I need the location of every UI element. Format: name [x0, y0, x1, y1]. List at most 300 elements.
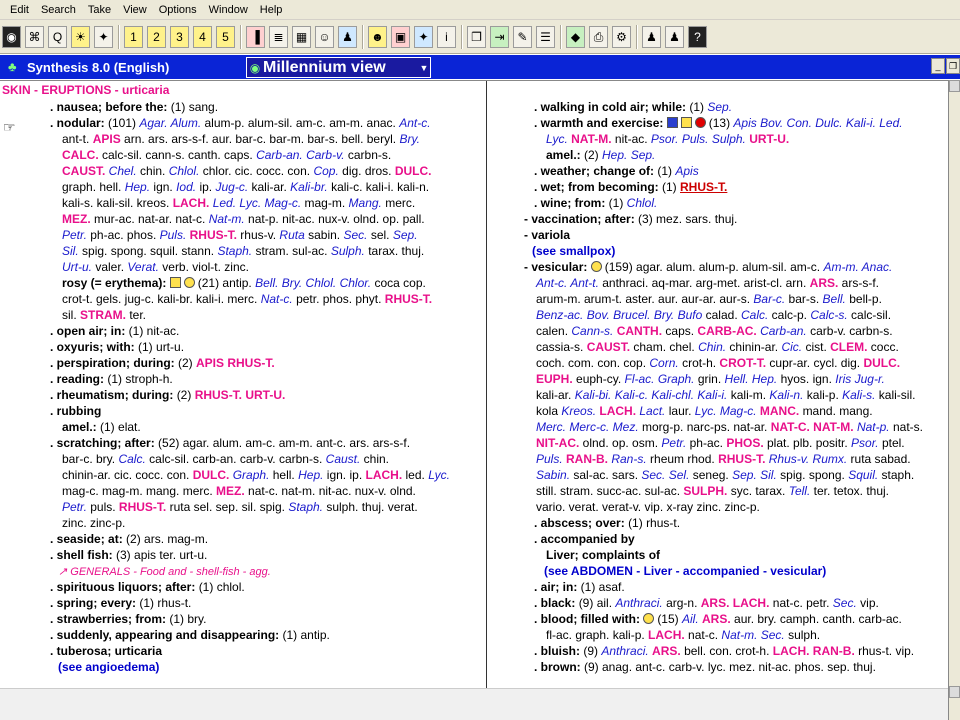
people-icon[interactable]: ♟ — [642, 26, 661, 48]
remedy-grade-3: RAN-B. — [566, 452, 612, 466]
rubric-line[interactable] — [62, 179, 429, 195]
grid-icon[interactable]: ▦ — [292, 26, 311, 48]
remedy-text: nat-s. — [892, 420, 923, 434]
rubric-line[interactable] — [62, 243, 424, 259]
remedy-grade-2: Petr. — [62, 500, 91, 514]
info-icon[interactable]: i — [437, 26, 456, 48]
rubric-label: . spring; every: — [50, 596, 140, 610]
remedy-grade-3: DULC. — [192, 468, 233, 482]
rubric-line[interactable] — [62, 195, 415, 211]
settings-icon[interactable]: ⚙ — [612, 26, 631, 48]
rubric-line[interactable] — [50, 595, 191, 611]
rubric-line[interactable] — [544, 563, 826, 579]
remedy-grade-2: Chlol. — [626, 196, 658, 210]
rubric-line[interactable] — [62, 419, 141, 435]
toolbar-separator — [461, 25, 463, 49]
remedy-text: rhus-t. vip. — [858, 644, 915, 658]
rubric-line[interactable] — [534, 659, 876, 675]
remedy-grade-2: Sec. — [832, 596, 861, 610]
toolbar-separator — [636, 25, 638, 49]
remedy-text: cist. — [805, 340, 831, 354]
remedy-text: (1) sang. — [170, 100, 219, 114]
remedy-text: (1) — [608, 196, 627, 210]
rubric-line[interactable] — [50, 627, 330, 643]
compass-icon[interactable]: ✦ — [414, 26, 433, 48]
remedy-grade-3: MEZ. — [216, 484, 249, 498]
remedy-grade-2: Ant-c. — [399, 116, 431, 130]
rubric-label: . walking in cold air; while: — [534, 100, 690, 114]
scroll-up-button[interactable] — [949, 80, 960, 92]
rubric-line[interactable] — [62, 227, 418, 243]
rubric-line[interactable] — [534, 195, 657, 211]
rubric-line[interactable] — [536, 467, 914, 483]
lightbulb-icon[interactable]: ☀ — [71, 26, 90, 48]
remedy-grade-2: Hep. — [298, 468, 327, 482]
clipboard-4-icon[interactable]: 4 — [193, 26, 212, 48]
rubric-line[interactable] — [62, 259, 249, 275]
remedy-text: tarax. thuj. — [368, 244, 425, 258]
remedy-text: caps. — [665, 324, 698, 338]
remedy-text: ph-ac. phos. — [90, 228, 160, 242]
scroll-down-button[interactable] — [949, 686, 960, 698]
remedy-text: nit-ac. — [614, 132, 651, 146]
remedy-grade-3: NAT-C. NAT-M. — [770, 420, 857, 434]
remedy-text: alum-p. alum-sil. am-c. am-m. anac. — [204, 116, 400, 130]
rubric-line[interactable] — [536, 451, 911, 467]
remedy-text: spig. spong. squil. stann. — [82, 244, 218, 258]
remedy-grade-3: ARS. — [809, 276, 842, 290]
remedy-grade-2: Staph. — [288, 500, 327, 514]
rubric-line[interactable] — [524, 211, 737, 227]
remedy-text: (2) — [178, 356, 196, 370]
remedy-text: seneg. — [692, 468, 733, 482]
remedy-text: kali-c. kali-i. kali-n. — [331, 180, 430, 194]
remedy-grade-2: Bar-c. — [753, 292, 789, 306]
remedy-grade-3: NAT-M. — [571, 132, 615, 146]
remedy-grade-2: Apis — [675, 164, 699, 178]
copy-icon[interactable]: ❐ — [467, 26, 486, 48]
remedy-list-icon[interactable]: ≣ — [269, 26, 288, 48]
clipboard-2-icon[interactable]: 2 — [147, 26, 166, 48]
remedy-text: euph-cy. — [576, 372, 625, 386]
remedy-text: sel. — [370, 228, 393, 242]
remedy-text: (2) — [176, 388, 195, 402]
rubric-label: . tuberosa; urticaria — [50, 644, 163, 658]
remedy-grade-2: Calc-s. — [810, 308, 852, 322]
remedy-text: (1) stroph-h. — [107, 372, 173, 386]
rubric-line[interactable] — [536, 483, 889, 499]
remedy-text: ip. — [199, 180, 216, 194]
shield-marker-icon — [667, 117, 678, 128]
rubric-label: . scratching; after: — [50, 436, 159, 450]
remedy-grade-2: Puls. — [159, 228, 190, 242]
remedy-text: bar-c. bry. — [62, 452, 119, 466]
toolbar-separator — [362, 25, 364, 49]
remedy-text: spig. spong. — [780, 468, 849, 482]
rubric-line[interactable] — [546, 547, 660, 563]
rubric-label: . open air; in: — [50, 324, 129, 338]
rubric-line[interactable] — [546, 147, 655, 163]
remedy-grade-2: Rhus-v. Rumx. — [768, 452, 851, 466]
network-icon[interactable]: ✦ — [94, 26, 113, 48]
remedy-text: (13) — [708, 116, 734, 130]
remedy-text: (1) — [662, 180, 681, 194]
remedy-text: (15) — [657, 612, 682, 626]
remedy-text: ter. — [129, 308, 147, 322]
remedy-grade-2: Ail. — [682, 612, 703, 626]
rubric-label: . weather; change of: — [534, 164, 658, 178]
remedy-text: (1) asaf. — [580, 580, 625, 594]
remedy-text: chinin-ar. — [729, 340, 782, 354]
remedy-text: (1) nit-ac. — [128, 324, 180, 338]
remedy-grade-2: Staph. — [217, 244, 256, 258]
lightbulb-icon — [643, 613, 654, 624]
rubric-line[interactable] — [50, 579, 245, 595]
remedy-text: bar-s. — [788, 292, 823, 306]
remedy-text: ph-ac. — [689, 436, 727, 450]
remedy-text: ant-t. — [62, 132, 93, 146]
rubric-line[interactable] — [546, 627, 820, 643]
remedy-text: hyos. ign. — [780, 372, 836, 386]
remedy-grade-2: Bry. — [399, 132, 420, 146]
remedy-text: calen. — [536, 324, 572, 338]
rubric-label: . wine; from: — [534, 196, 609, 210]
rubric-line[interactable] — [50, 323, 179, 339]
rubric-line[interactable] — [62, 515, 125, 531]
minimize-button[interactable]: _ — [931, 58, 945, 74]
rubric-line[interactable] — [534, 643, 914, 659]
rubric-line[interactable] — [534, 99, 732, 115]
rubric-line[interactable] — [534, 579, 625, 595]
rubric-line[interactable] — [534, 611, 902, 627]
remedy-text: nat-c. nat-m. nit-ac. nux-v. olnd. — [248, 484, 416, 498]
rubric-line[interactable] — [534, 179, 727, 195]
rubric-line[interactable] — [50, 611, 207, 627]
bar-chart-icon[interactable]: ▐ — [246, 26, 265, 48]
remedy-grade-3: ARS. — [702, 612, 735, 626]
export-icon[interactable]: ⇥ — [490, 26, 509, 48]
view-selector[interactable] — [246, 57, 431, 78]
rubric-line[interactable] — [536, 403, 873, 419]
symptom-markers — [643, 612, 657, 626]
rubric-label: - vaccination; after: — [524, 212, 639, 226]
rubric-line[interactable] — [532, 243, 615, 259]
see-reference-link[interactable]: (see smallpox) — [532, 244, 616, 258]
remedy-text: still. stram. succ-ac. sul-ac. — [536, 484, 684, 498]
rubric-label: - variola — [524, 228, 571, 242]
rubric-line[interactable] — [524, 227, 570, 243]
remedy-grade-3: LACH. — [365, 468, 406, 482]
lock-icon[interactable]: ▣ — [391, 26, 410, 48]
remedy-grade-3: NIT-AC. — [536, 436, 583, 450]
rubric-line[interactable] — [546, 131, 789, 147]
column-divider — [486, 81, 487, 689]
menu-item-view[interactable]: View — [123, 3, 147, 16]
remedy-text: coca cop. — [374, 276, 426, 290]
remedy-grade-2: Ant-c. Ant-t. — [536, 276, 603, 290]
remedy-text: chlor. cic. cocc. con. — [202, 164, 314, 178]
group-icon[interactable]: ☺ — [315, 26, 334, 48]
rubric-line[interactable] — [62, 275, 426, 291]
rubric-line[interactable] — [534, 515, 680, 531]
menu-item-take[interactable]: Take — [87, 3, 112, 16]
find-rubric-icon[interactable]: ⌘ — [25, 26, 44, 48]
remedy-text: calc-sil. — [851, 308, 892, 322]
rubric-line[interactable] — [62, 483, 416, 499]
rubric-line[interactable] — [50, 371, 173, 387]
rubric-line[interactable] — [524, 259, 892, 275]
remedy-grade-2: Anthraci. — [601, 644, 653, 658]
remedy-grade-2: Carb-an. Carb-v. — [256, 148, 348, 162]
remedy-text: kola — [536, 404, 562, 418]
remedy-text: vip. — [860, 596, 879, 610]
toolbar-separator — [118, 25, 120, 49]
see-reference-link[interactable]: (see angioedema) — [58, 660, 160, 674]
rubric-label: amel.: — [62, 420, 101, 434]
remedy-text: calc-p. — [771, 308, 811, 322]
binoculars-icon[interactable]: ◉ — [2, 26, 21, 48]
remedy-text: verb. viol-t. zinc. — [162, 260, 249, 274]
remedy-text: crot-h. — [682, 356, 720, 370]
remedy-text: sabin. — [308, 228, 344, 242]
rubric-line[interactable] — [62, 163, 432, 179]
remedy-text: ptel. — [881, 436, 905, 450]
remedy-grade-2: Caust. — [325, 452, 364, 466]
menu-item-search[interactable]: Search — [40, 3, 76, 16]
rubric-line[interactable] — [62, 147, 391, 163]
remedy-text: cassia-s. — [536, 340, 587, 354]
remedy-grade-2: Hep. Sep. — [602, 148, 656, 162]
remedy-grade-3: RHUS-T. — [384, 292, 433, 306]
rubric-label: . nausea; before the: — [50, 100, 171, 114]
menu-item-options[interactable]: Options — [158, 3, 197, 16]
search-icon[interactable]: Q — [48, 26, 67, 48]
rubric-label: . abscess; over: — [534, 516, 629, 530]
remedy-grade-2: Lyc. — [428, 468, 450, 482]
remedy-grade-2: Sec. Sel. — [641, 468, 693, 482]
remedy-text: calc-sil. carb-an. carb-v. carbn-s. — [149, 452, 326, 466]
symptom-markers — [170, 276, 198, 290]
remedy-grade-2: Chin. — [698, 340, 730, 354]
rubric-line[interactable] — [50, 339, 184, 355]
remedy-text: led. — [405, 468, 429, 482]
window-controls — [930, 58, 960, 74]
remedy-text: ars-s-f. — [841, 276, 880, 290]
rubric-label: . strawberries; from: — [50, 612, 170, 626]
rubric-label: . warmth and exercise: — [534, 116, 667, 130]
chevron-down-icon[interactable]: ▼ — [419, 62, 429, 73]
remedy-grade-3: STRAM. — [80, 308, 130, 322]
remedy-grade-3: CROT-T. — [719, 356, 770, 370]
menu-item-help[interactable]: Help — [259, 3, 283, 16]
remedy-text: staph. — [881, 468, 915, 482]
remedy-grade-3: RHUS-T. — [189, 228, 241, 242]
printer-icon[interactable]: ⎙ — [589, 26, 608, 48]
clipboard-1-icon[interactable]: 1 — [124, 26, 143, 48]
remedy-text: sal-ac. sars. — [573, 468, 642, 482]
remedy-grade-3: PHOS. — [726, 436, 767, 450]
remedy-text: (159) agar. alum. alum-p. alum-sil. am-c. — [604, 260, 824, 274]
menu-item-edit[interactable]: Edit — [10, 3, 29, 16]
rubric-line[interactable] — [536, 371, 885, 387]
pointer-hand-icon: ☞ — [3, 119, 16, 135]
remedy-grade-2: Calc. — [740, 308, 772, 322]
remedy-grade-3: EUPH. — [536, 372, 577, 386]
document-icon[interactable]: ☰ — [536, 26, 555, 48]
remedy-text: kali-sil. — [878, 388, 916, 402]
remedy-grade-2: Sil. — [62, 244, 83, 258]
remedy-link-underlined[interactable]: RHUS-T. — [680, 180, 728, 194]
remedy-grade-2: Bell. — [822, 292, 850, 306]
help-icon[interactable]: ? — [688, 26, 707, 48]
rubric-line[interactable] — [50, 115, 431, 131]
remedy-grade-3: DULC. — [863, 356, 901, 370]
remedy-text: nat-p. nit-ac. nux-v. olnd. op. pall. — [248, 212, 425, 226]
remedy-grade-2: Puls. — [536, 452, 567, 466]
rubric-line[interactable] — [534, 163, 699, 179]
rubric-line[interactable] — [536, 499, 760, 515]
lightbulb-icon — [591, 261, 602, 272]
menu-item-window[interactable]: Window — [208, 3, 248, 16]
rubric-line[interactable] — [62, 291, 432, 307]
rubric-label: . rheumatism; during: — [50, 388, 177, 402]
remedy-grade-3: SULPH. — [683, 484, 731, 498]
rubric-line[interactable] — [534, 595, 879, 611]
rubric-line[interactable] — [58, 563, 271, 580]
rubric-line[interactable] — [62, 499, 418, 515]
remedy-grade-2: Sep. — [392, 228, 418, 242]
rubric-label: . air; in: — [534, 580, 581, 594]
rubric-line[interactable] — [62, 131, 420, 147]
rubric-line[interactable] — [536, 323, 893, 339]
remedy-grade-2: Led. Lyc. Mag-c. — [212, 196, 305, 210]
remedy-grade-3: CLEM. — [830, 340, 871, 354]
remedy-grade-2: Ran-s. — [611, 452, 651, 466]
remedy-grade-2: Psor. — [851, 436, 882, 450]
rubric-line[interactable] — [62, 307, 146, 323]
remedy-grade-3: LACH. — [172, 196, 213, 210]
vertical-scrollbar[interactable] — [948, 80, 960, 720]
remedy-grade-2: Ruta — [279, 228, 309, 242]
remedy-text: cocc. — [870, 340, 899, 354]
remedy-grade-2: Hep. — [124, 180, 154, 194]
rubric-label: . accompanied by — [534, 532, 635, 546]
repertory-text-pane[interactable] — [0, 80, 948, 688]
rubric-label: . perspiration; during: — [50, 356, 178, 370]
remedy-grade-2: Chlol. — [168, 164, 203, 178]
document-title-bar — [0, 55, 960, 79]
remedy-grade-2: Carb-an. — [760, 324, 811, 338]
remedy-grade-3: LACH. — [648, 628, 689, 642]
rubric-line[interactable] — [536, 307, 891, 323]
remedy-grade-2: Kali-bi. Kali-c. Kali-chl. Kali-i. — [574, 388, 731, 402]
lightbulb-icon — [184, 277, 195, 288]
remedy-text: aur. bry. camph. canth. carb-ac. — [734, 612, 902, 626]
rubric-line[interactable] — [62, 467, 450, 483]
rubric-line[interactable] — [50, 643, 162, 659]
remedy-text: kali-p. — [806, 388, 843, 402]
rubric-line[interactable] — [50, 531, 208, 547]
rubric-line[interactable] — [50, 403, 101, 419]
rubric-label: . oxyuris; with: — [50, 340, 139, 354]
app-title: Synthesis 8.0 (English) — [27, 59, 170, 75]
rubric-line[interactable] — [536, 339, 899, 355]
remedy-text: (1) antip. — [282, 628, 330, 642]
rubric-line[interactable] — [536, 419, 923, 435]
remedy-text: (1) bry. — [169, 612, 207, 626]
remedy-text: chin. — [140, 164, 169, 178]
rubric-label: . black: — [534, 596, 579, 610]
rubric-line[interactable] — [536, 435, 905, 451]
see-reference-link[interactable]: (see ABDOMEN - Liver - accompanied - vesicular) — [544, 564, 827, 578]
remedy-text: valer. — [95, 260, 128, 274]
clipboard-3-icon[interactable]: 3 — [170, 26, 189, 48]
restore-button[interactable]: ❐ — [946, 58, 960, 74]
book-icon[interactable]: ◆ — [566, 26, 585, 48]
rubric-line[interactable] — [536, 355, 900, 371]
rubric-line[interactable] — [50, 99, 218, 115]
remedy-grade-2: Nat-m. Sec. — [721, 628, 789, 642]
remedy-text: ign. — [153, 180, 177, 194]
remedy-grade-2: Kreos. — [561, 404, 600, 418]
remedy-text: petr. phos. phyt. — [296, 292, 385, 306]
rubric-label: . bluish: — [534, 644, 584, 658]
rubric-line[interactable] — [50, 355, 275, 371]
remedy-text: kali-ar. — [536, 388, 575, 402]
clipboard-5-icon[interactable]: 5 — [216, 26, 235, 48]
remedy-text: merc. — [385, 196, 416, 210]
remedy-grade-2: Cann-s. — [571, 324, 617, 338]
rubric-line[interactable] — [536, 387, 915, 403]
rubric-label: . rubbing — [50, 404, 102, 418]
face-icon[interactable]: ☻ — [368, 26, 387, 48]
remedy-grade-3: RHUS-T. URT-U. — [194, 388, 286, 402]
remedy-grade-2: Petr. — [661, 436, 690, 450]
remedy-grade-3: CALC. — [62, 148, 102, 162]
remedy-grade-2: Kali-n. — [769, 388, 807, 402]
remedy-text: nat-c. — [688, 628, 722, 642]
rubric-line[interactable] — [50, 435, 410, 451]
rubric-line[interactable] — [62, 451, 389, 467]
people2-icon[interactable]: ♟ — [665, 26, 684, 48]
rubric-line[interactable] — [536, 291, 882, 307]
family-icon[interactable]: ♟ — [338, 26, 357, 48]
remedy-grade-3: ARS. LACH. — [700, 596, 773, 610]
remedy-text: rheum rhod. — [650, 452, 719, 466]
remedy-text: arg-n. — [666, 596, 701, 610]
rubric-line[interactable] — [50, 547, 207, 563]
remedy-text: (1) — [689, 100, 708, 114]
rubric-line[interactable] — [58, 659, 159, 675]
remedy-grade-2: Cic. — [781, 340, 806, 354]
remedy-text: rhus-v. — [240, 228, 280, 242]
remedy-text: (9) anag. ant-c. carb-v. lyc. mez. nit-ac. phos. sep. thuj. — [584, 660, 876, 674]
cross-reference-link[interactable]: ↗ GENERALS - Food and - shell-fish - agg. — [58, 566, 271, 578]
rubric-line[interactable] — [50, 387, 285, 403]
rubric-line[interactable] — [536, 275, 879, 291]
remedy-text: crot-t. gels. jug-c. kali-br. kali-i. merc. — [62, 292, 261, 306]
remedy-text: mag-m. — [304, 196, 349, 210]
rubric-line[interactable] — [534, 115, 903, 131]
rubric-line[interactable] — [62, 211, 425, 227]
symptom-markers — [667, 116, 709, 130]
remedy-text: (1) rhus-t. — [139, 596, 192, 610]
remedy-grade-3: LACH. — [599, 404, 640, 418]
note-icon[interactable]: ✎ — [513, 26, 532, 48]
remedy-grade-3: CAUST. — [586, 340, 634, 354]
rubric-line[interactable] — [534, 531, 635, 547]
remedy-text: dig. dros. — [342, 164, 395, 178]
